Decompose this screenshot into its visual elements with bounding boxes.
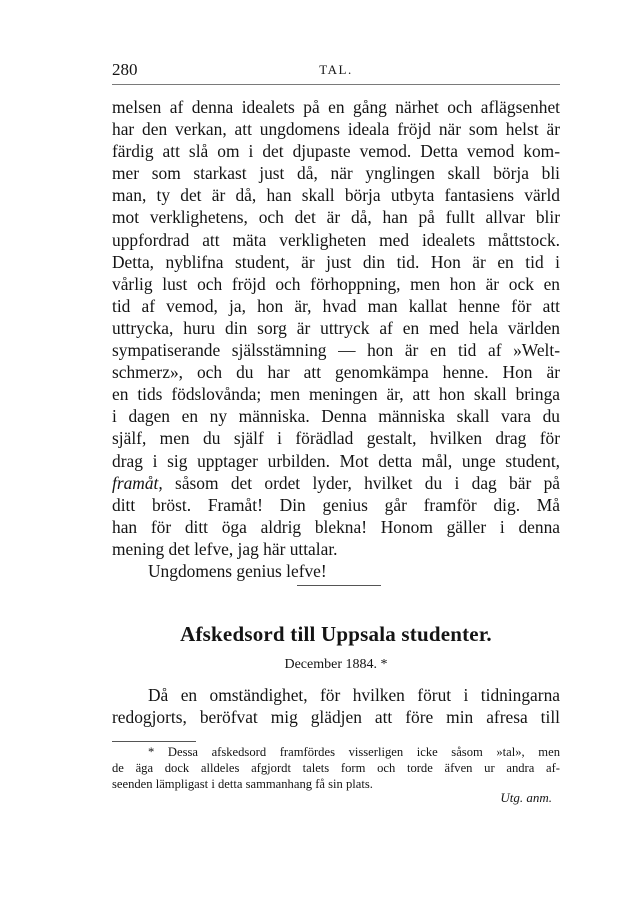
closing-line: Ungdomens genius lefve! xyxy=(148,560,327,581)
section-body xyxy=(112,684,560,728)
page-number: 280 xyxy=(112,60,138,79)
section-title: Afskedsord till Uppsala studenter. xyxy=(180,622,492,646)
body-line-rest: såsom det ordet lyder, hvilket du i dag bär på xyxy=(162,472,560,493)
body-line: har den verkan, att ungdomens ideala fröjd när som helst är xyxy=(112,119,560,140)
body-line: drag i sig upptager urbilden. Mot detta mål, unge student, xyxy=(112,450,560,471)
body-line: mer som starkast just då, när ynglingen skall börja bli xyxy=(112,163,560,184)
footnote-line: seenden lämpligast i detta sammanhang få sin plats. xyxy=(112,777,373,792)
body-line-with-emphasis xyxy=(112,472,560,494)
running-title: TAL. xyxy=(319,62,353,77)
emphasized-word: framåt, xyxy=(112,472,163,493)
body-line: sympatiserande själsstämning — hon är en tid af »Welt- xyxy=(112,340,560,361)
body-line: Då en omständighet, för hvilken förut i tidningarna xyxy=(148,685,560,705)
body-line: vårlig lust och fröjd och förhoppning, men hon är ock en xyxy=(112,273,560,294)
footnote-signature: Utg. anm. xyxy=(500,790,552,805)
body-line: tid af vemod, ja, hon är, hvad man kallat henne för att xyxy=(112,295,560,316)
body-line: han för ditt öga aldrig blekna! Honom gäller i denna xyxy=(112,516,560,537)
footnote-line: * Dessa afskedsord framfördes visserligen icke såsom »tal», men xyxy=(148,745,560,759)
body-line: man, ty det är då, han skall börja utbyta fantasiens värld xyxy=(112,185,560,206)
footnote xyxy=(112,744,560,793)
body-line: Detta, nyblifna student, är just din tid. Hon är en tid i xyxy=(112,251,560,272)
body-line: färdig att slå om i det djupaste vemod. Detta vemod kom- xyxy=(112,141,560,162)
body-line: uppfordrad att mäta verkligheten med idealets måttstock. xyxy=(112,229,560,250)
body-line: redogjorts, beröfvat mig glädjen att före min afresa till xyxy=(112,707,560,728)
body-line: mot verklighetens, och det är då, han på fullt allvar blir xyxy=(112,207,560,228)
page-header xyxy=(112,60,560,82)
footnote-rule xyxy=(112,741,196,742)
body-line: en tids födslovånda; men meningen är, att hon skall bringa xyxy=(112,384,560,405)
body-line: själf, men du själf i förädlad gestalt, hvilken drag för xyxy=(112,428,560,449)
footnote-line: de äga dock alldeles afgjordt talets form och torde äfven ur andra af- xyxy=(112,761,560,776)
body-text xyxy=(112,96,560,582)
header-rule xyxy=(112,84,560,85)
body-line: mening det lefve, jag här uttalar. xyxy=(112,538,338,559)
body-line: i dagen en ny människa. Denna människa skall vara du xyxy=(112,406,560,427)
body-line: ditt bröst. Framåt! Din genius går framför dig. Må xyxy=(112,494,560,515)
body-line: melsen af denna idealets på en gång närhet och aflägsenhet xyxy=(112,97,560,117)
body-line: uttrycka, huru din sorg är uttryck af en med hela världen xyxy=(112,317,560,338)
body-line: schmerz», och du har att genomkämpa henne. Hon är xyxy=(112,362,560,383)
section-divider xyxy=(297,585,381,586)
section-date: December 1884. * xyxy=(284,657,388,672)
